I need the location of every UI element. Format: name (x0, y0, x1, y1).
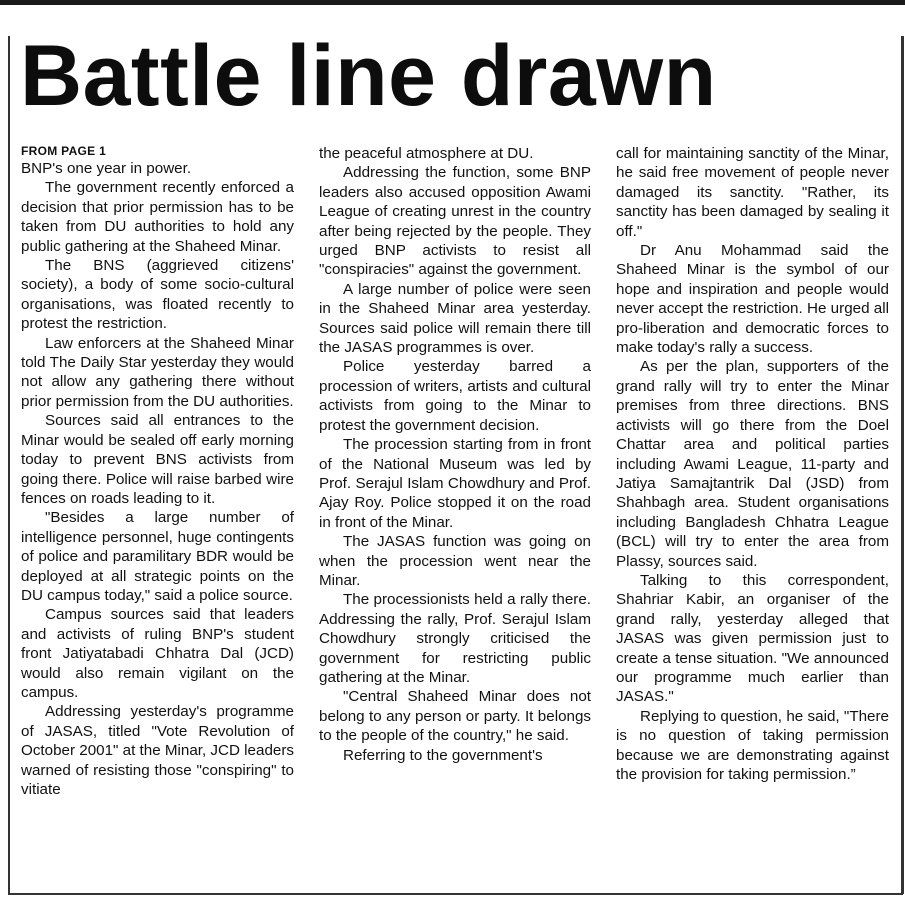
paragraph: Dr Anu Mohammad said the Shaheed Minar is the symbol of our hope and inspiration and people would never accept the restriction. He urged all pro-liberation and democratic forces to make today's rally a success. (616, 242, 889, 357)
paragraph: Replying to question, he said, "There is no question of taking permission because we are demonstrating against the provision for taking permission.” (616, 707, 889, 783)
bottom-rule (8, 893, 903, 895)
paragraph: As per the plan, supporters of the grand rally will try to enter the Minar premises from three directions. BNS activists will go there from the Doel Chattar area and political parties including Awami League, 11-party and Jatiya Samajtantrik Dal (JSD) from Shahbagh area. Student organisations including Bangladesh Chhatra League (BCL) will try to enter the area from Plassy, sources said. (616, 358, 889, 570)
top-border (0, 0, 905, 5)
paragraph: Campus sources said that leaders and activists of ruling BNP's student front Jatiyatabadi Chhatra Dal (JCD) would also remain vigilant on the campus. (21, 606, 294, 701)
paragraph: Law enforcers at the Shaheed Minar told The Daily Star yesterday they would not allow any gathering there without prior permission from the DU authorities. (21, 334, 294, 410)
paragraph: the peaceful atmosphere at DU. (319, 145, 534, 162)
paragraph: Sources said all entrances to the Minar would be sealed off early morning today to prevent BNS activists from going there. Police will raise barbed wire fences on roads leading to it. (21, 412, 294, 507)
paragraph: The procession starting from in front of the National Museum was led by Prof. Serajul Islam Chowdhury and Prof. Ajay Roy. Police stopped it on the road in front of the Minar. (319, 436, 591, 531)
paragraph: Addressing yesterday's programme of JASAS, titled "Vote Revolution of October 2001" at the Minar, JCD leaders warned of resisting those "conspiring" to vitiate (21, 703, 294, 798)
paragraph: The JASAS function was going on when the procession went near the Minar. (319, 533, 591, 589)
paragraph: Police yesterday barred a procession of writers, artists and cultural activists from going to the Minar to protest the government decision. (319, 358, 591, 434)
paragraph: Referring to the government's (343, 746, 543, 764)
paragraph: The government recently enforced a decision that prior permission has to be taken from DU authorities to hold any public gathering at the Shaheed Minar. (21, 179, 294, 255)
article-column-1 (21, 144, 294, 799)
dateline: FROM PAGE 1 (21, 144, 107, 158)
left-column-rule (8, 36, 10, 894)
paragraph: "Central Shaheed Minar does not belong to any person or party. It belongs to the people of the country," he said. (319, 688, 591, 745)
paragraph: "Besides a large number of intelligence personnel, huge contingents of police and paramilitary BDR would be deployed at all strategic points on the DU campus today," said a police source. (21, 509, 294, 604)
paragraph: Talking to this correspondent, Shahriar Kabir, an organiser of the grand rally, yesterday alleged that JASAS was given permission just to create a tense situation. "We announced our programme much earlier than JASAS." (616, 571, 889, 706)
article-column-2 (319, 144, 591, 765)
paragraph: The processionists held a rally there. Addressing the rally, Prof. Serajul Islam Chowdhury strongly criticised the government for restricting public gathering at the Minar. (319, 591, 591, 686)
paragraph: A large number of police were seen in the Shaheed Minar area yesterday. Sources said police will remain there till the JASAS programmes is over. (319, 280, 591, 357)
paragraph: The BNS (aggrieved citizens' society), a body of some socio-cultural organisations, was floated recently to protest the restriction. (21, 257, 294, 333)
right-column-rule (901, 36, 904, 894)
paragraph: BNP's one year in power. (21, 160, 192, 177)
paragraph: call for maintaining sanctity of the Minar, he said free movement of people never damaged its sanctity. "Rather, its sanctity has been damaged by sealing it off." (616, 145, 889, 240)
paragraph: Addressing the function, some BNP leaders also accused opposition Awami League of creating unrest in the country after being rejected by the people. They urged BNP activists to resist all "conspiracies" against the government. (319, 164, 591, 279)
headline: Battle line drawn (20, 28, 717, 124)
article-column-3 (616, 144, 889, 784)
